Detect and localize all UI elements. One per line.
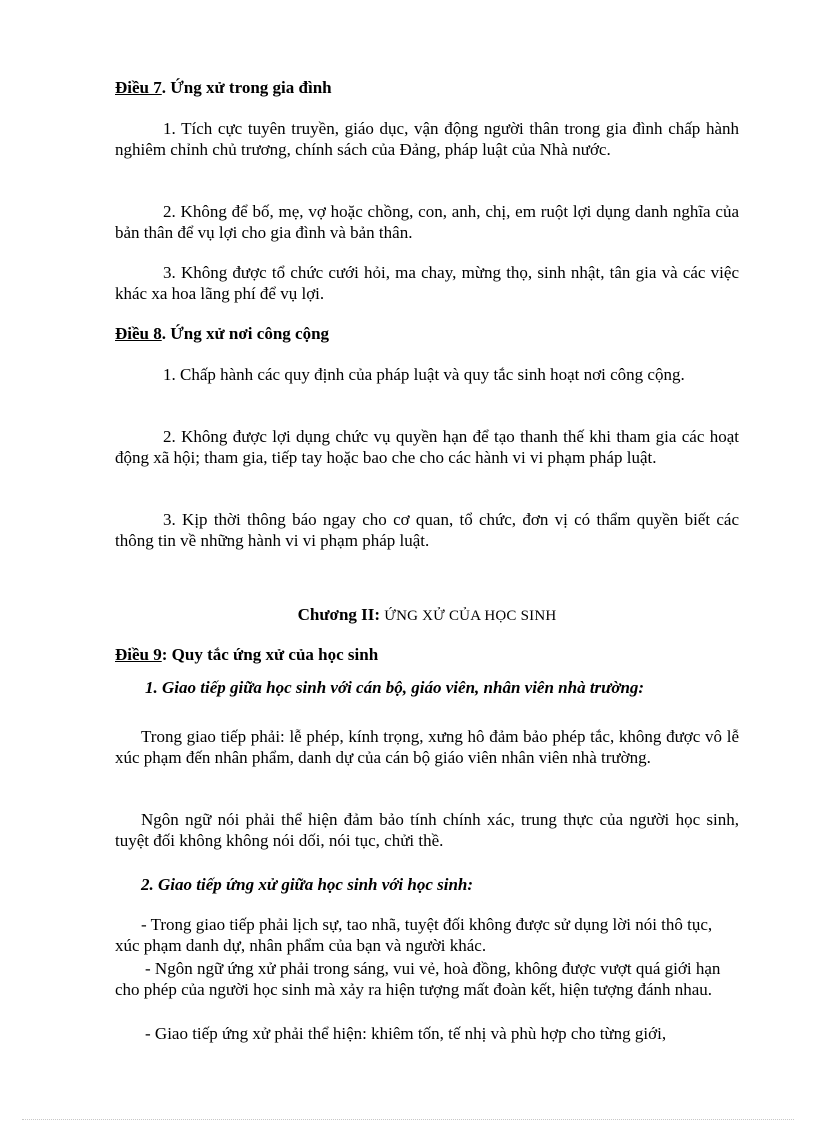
- section-1-paragraph-1: Trong giao tiếp phải: lễ phép, kính trọng, xưng hô đảm bảo phép tắc, không được vô lễ xúc phạm đến nhân phẩm, danh dự của cán bộ giáo viên nhân viên nhà trường.: [115, 727, 739, 767]
- section-2-item-1: - Trong giao tiếp phải lịch sự, tao nhã, tuyệt đối không được sử dụng lời nói thô tục, xúc phạm danh dự, nhân phẩm của bạn và người khác.: [115, 915, 713, 955]
- page-bottom-divider: [22, 1119, 794, 1120]
- section-2-item-3: - Giao tiếp ứng xử phải thể hiện: khiêm tốn, tế nhị và phù hợp cho từng giới,: [145, 1024, 667, 1043]
- chapter-heading: [115, 604, 739, 627]
- article-8-item-2: 2. Không được lợi dụng chức vụ quyền hạn để tạo thanh thế khi tham gia các hoạt động xã hội; tham gia, tiếp tay hoặc bao che cho các hành vi vi phạm pháp luật.: [115, 427, 739, 467]
- article-8-heading: [115, 323, 739, 344]
- article-7-item-2: 2. Không để bố, mẹ, vợ hoặc chồng, con, anh, chị, em ruột lợi dụng danh nghĩa của bản thân để vụ lợi cho gia đình và bản thân.: [115, 202, 739, 242]
- section-1-heading: 1. Giao tiếp giữa học sinh với cán bộ, giáo viên, nhân viên nhà trường:: [145, 678, 645, 697]
- article-8-item-1: 1. Chấp hành các quy định của pháp luật và quy tắc sinh hoạt nơi công cộng.: [163, 365, 685, 384]
- section-1-paragraph-2: Ngôn ngữ nói phải thể hiện đảm bảo tính chính xác, trung thực của người học sinh, tuyệt đối không không nói dối, nói tục, chửi thề.: [115, 810, 739, 850]
- article-7-item-1: 1. Tích cực tuyên truyền, giáo dục, vận động người thân trong gia đình chấp hành nghiêm chỉnh chủ trương, chính sách của Đảng, pháp luật của Nhà nước.: [115, 119, 739, 159]
- article-9-heading: [115, 644, 739, 665]
- article-7-label: Điều 7: [115, 78, 162, 97]
- article-7-heading: [115, 77, 739, 98]
- chapter-title: ỨNG XỬ CỦA HỌC SINH: [384, 608, 557, 624]
- article-7-item-3: 3. Không được tổ chức cưới hỏi, ma chay, mừng thọ, sinh nhật, tân gia và các việc khác xa hoa lãng phí để vụ lợi.: [115, 263, 739, 303]
- article-8-title: . Ứng xử nơi công cộng: [161, 324, 330, 343]
- article-8-item-3: 3. Kịp thời thông báo ngay cho cơ quan, tổ chức, đơn vị có thẩm quyền biết các thông tin về những hành vi vi phạm pháp luật.: [115, 510, 739, 550]
- article-8-label: Điều 8: [115, 324, 162, 343]
- chapter-label: Chương II:: [297, 605, 381, 624]
- section-2-heading: 2. Giao tiếp ứng xử giữa học sinh với học sinh:: [141, 875, 474, 894]
- section-2-item-2: - Ngôn ngữ ứng xử phải trong sáng, vui vẻ, hoà đồng, không được vượt quá giới hạn cho phép của người học sinh mà xảy ra hiện tượng mất đoàn kết, hiện tượng đánh nhau.: [115, 959, 721, 999]
- article-9-label: Điều 9: [115, 645, 162, 664]
- article-9-title: : Quy tắc ứng xử của học sinh: [161, 645, 379, 664]
- article-7-title: . Ứng xử trong gia đình: [161, 78, 332, 97]
